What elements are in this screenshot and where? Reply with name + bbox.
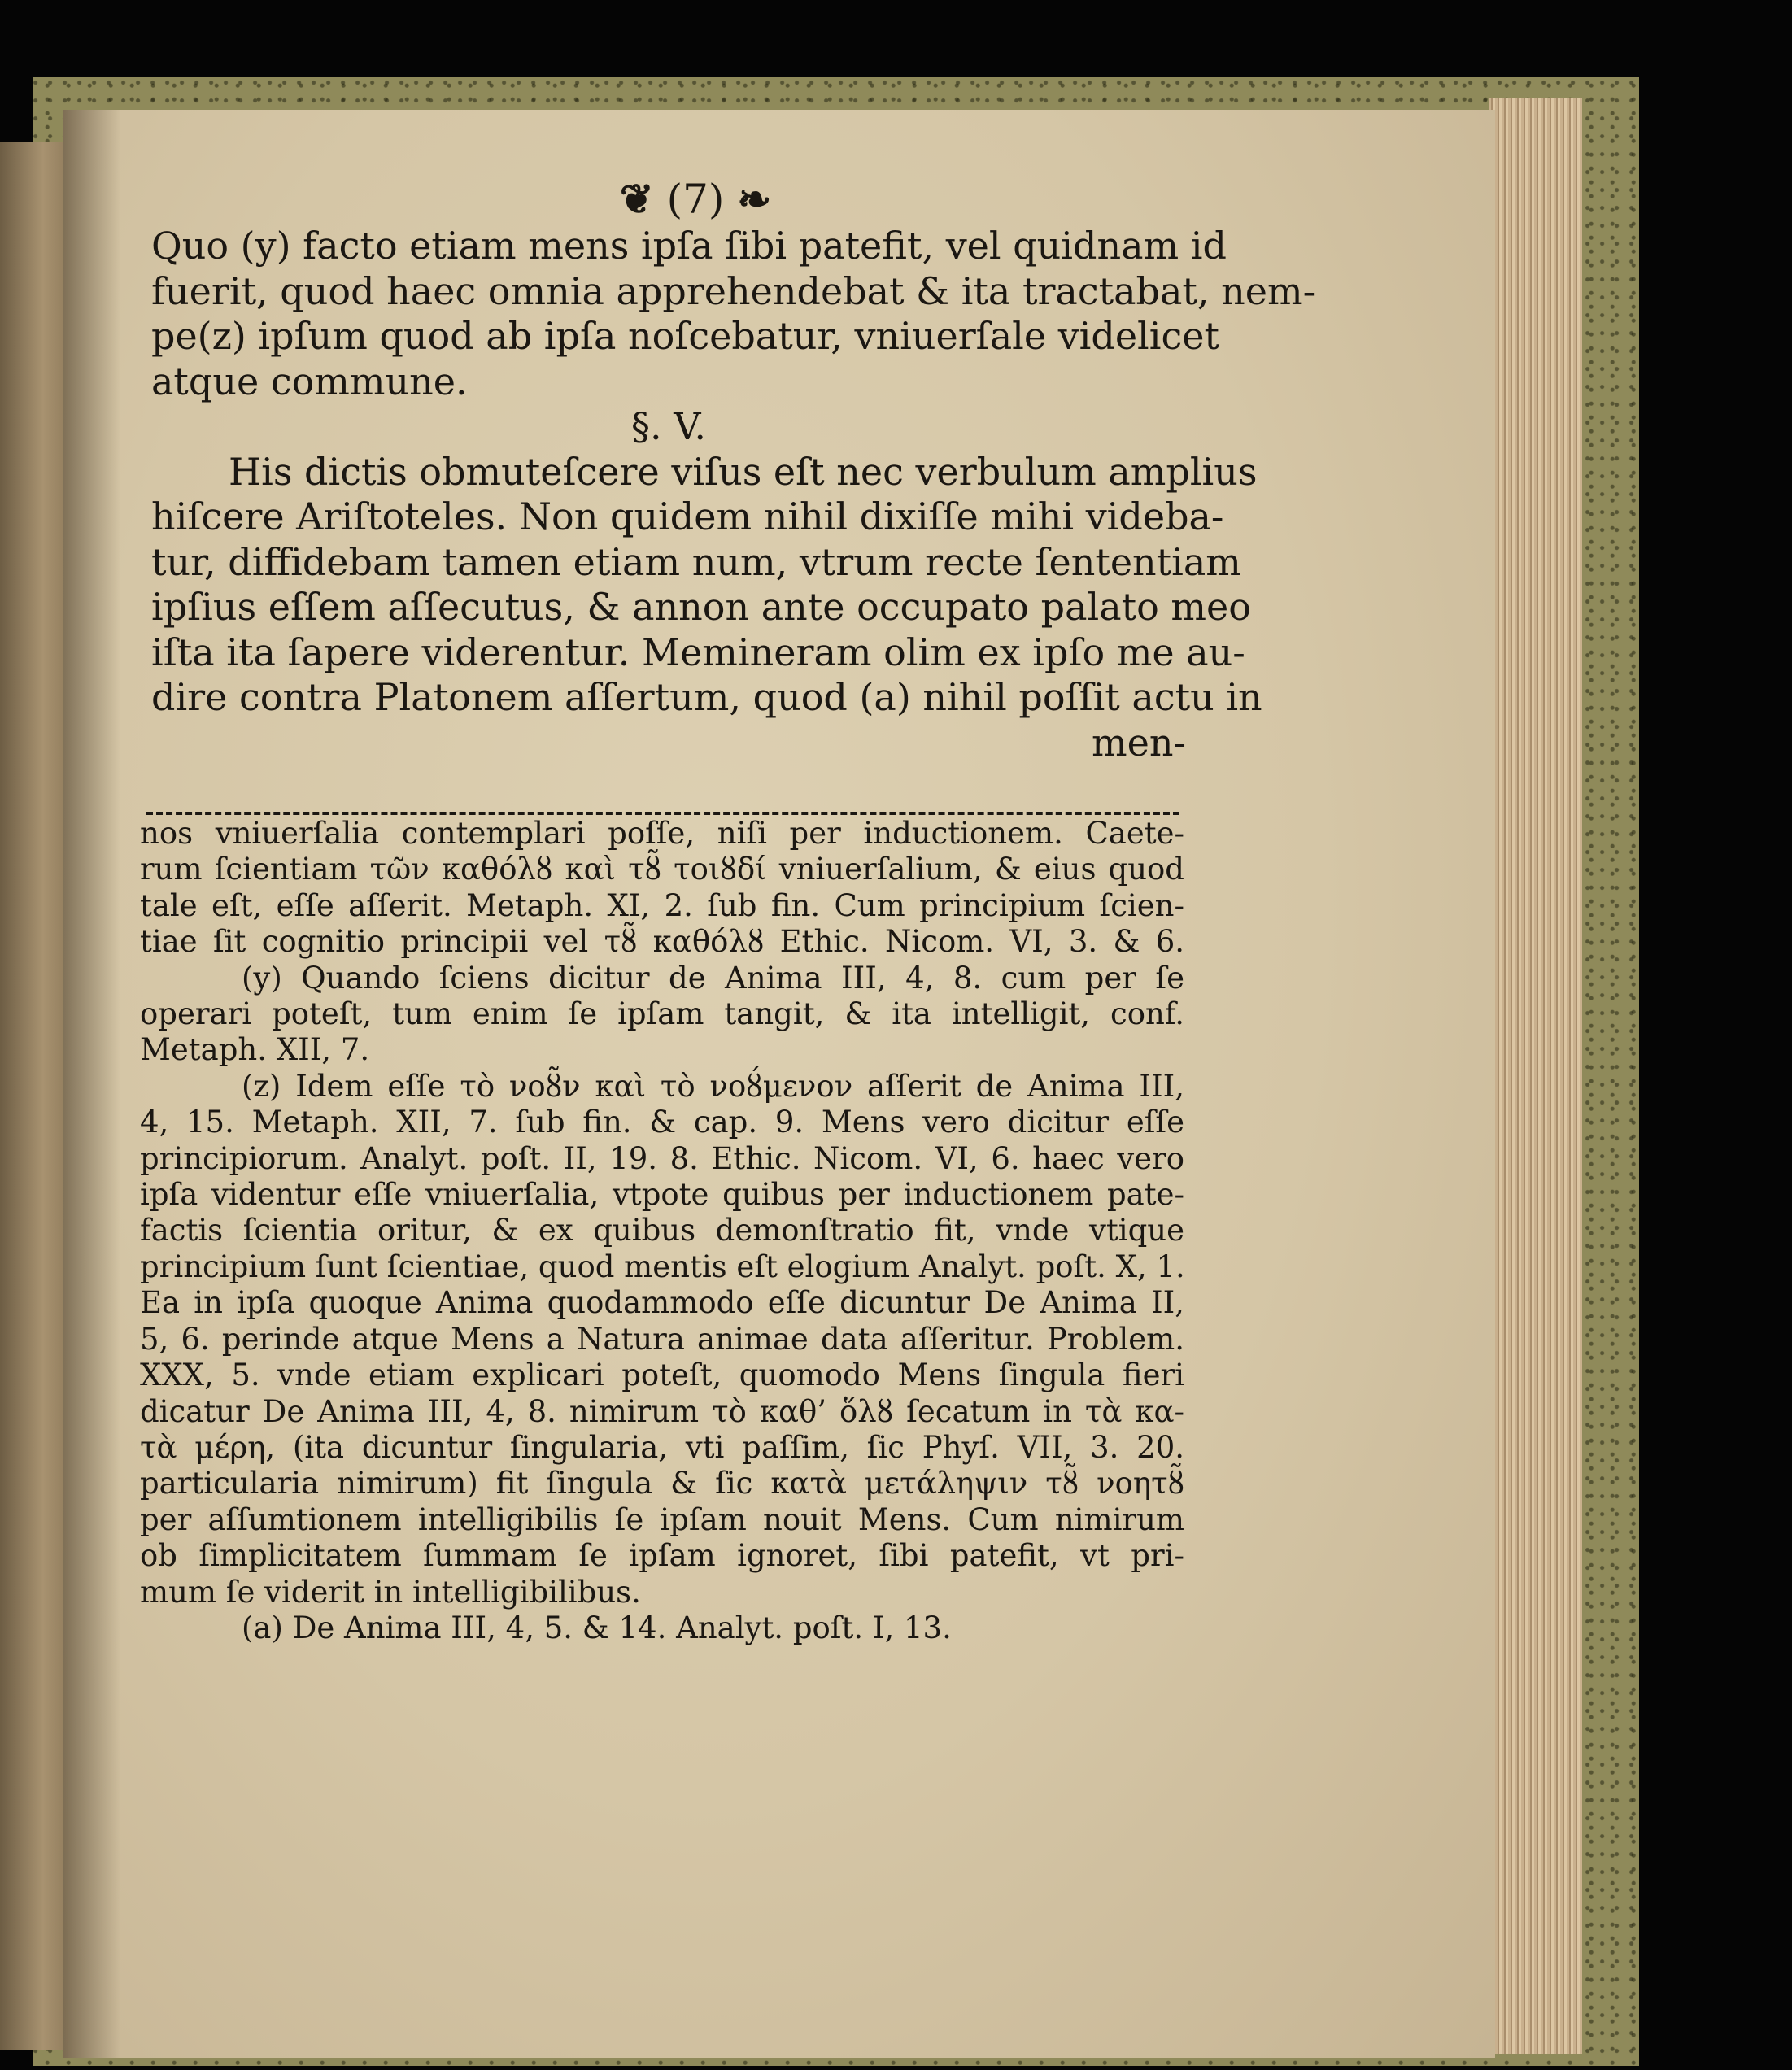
footnote-z-line: Ea in ipſa quoque Anima quodammodo eſſe dicuntur De Anima II, [140, 1285, 1184, 1321]
footnote-z-line: principiorum. Analyt. poſt. II, 19. 8. Ethic. Nicom. VI, 6. haec vero [140, 1140, 1184, 1176]
footnote-z-line: dicatur De Anima III, 4, 8. nimirum τὸ καθ’ ὅλȣ ſecatum in τὰ κα- [140, 1393, 1184, 1429]
page-header [569, 175, 822, 223]
ornament-right-icon: ❧ [737, 175, 772, 223]
text-line: dire contra Platonem aſſertum, quod (a) nihil poſſit actu in [151, 675, 1262, 719]
text-line: tur, diffidebam tamen etiam num, vtrum recte ſententiam [151, 539, 1241, 584]
footnote-z-line: XXX, 5. vnde etiam explicari poteſt, quomodo Mens ſingula fieri [140, 1357, 1184, 1393]
footnote-z-line: 4, 15. Metaph. XII, 7. ſub fin. & cap. 9. Mens vero dicitur eſſe [140, 1105, 1184, 1140]
footnote-y-line: operari poteſt, tum enim ſe ipſam tangit, & ita intelligit, conf. [140, 996, 1184, 1032]
footnote-line: nos vniuerſalia contemplari poſſe, niſi per inductionem. Caete- [140, 816, 1184, 851]
footnotes-block [140, 816, 1184, 1646]
footnote-z-line: ob ſimplicitatem ſummam ſe ipſam ignoret, ſibi patefit, vt pri- [140, 1538, 1184, 1574]
footnote-z-line: (z) Idem eſſe τὸ νοȣ̃ν καὶ τὸ νοȣ́μενον aſſerit de Anima III, [242, 1068, 1184, 1104]
left-page-edge [0, 142, 72, 2050]
text-line: hiſcere Ariſtoteles. Non quidem nihil dixiſſe mihi videba- [151, 495, 1224, 538]
footnote-z-line: per aſſumtionem intelligibilis ſe ipſam nouit Mens. Cum nimirum [140, 1501, 1184, 1537]
footnote-z-line: principium ſunt ſcientiae, quod mentis eſt elogium Analyt. poſt. X, 1. [140, 1249, 1185, 1284]
footnote-line: tiae ſit cognitio principii vel τȣ̃ καθόλȣ Ethic. Nicom. VI, 3. & 6. [140, 924, 1184, 960]
text-line: pe(z) ipſum quod ab ipſa noſcebatur, vniuerſale videlicet [151, 314, 1219, 358]
text-line: fuerit, quod haec omnia apprehendebat & ita tractabat, nem- [151, 268, 1316, 313]
page-block-edges [1489, 98, 1582, 2054]
text-line: His dictis obmuteſcere viſus eſt nec verbulum amplius [229, 449, 1258, 494]
footnote-y-line: Metaph. XII, 7. [140, 1032, 370, 1068]
footnote-z-line: ipſa videntur eſſe vniuerſalia, vtpote quibus per inductionem pate- [140, 1177, 1184, 1213]
page-number: (7) [666, 176, 725, 223]
footnote-y-line: (y) Quando ſciens dicitur de Anima III, 4, 8. cum per ſe [242, 960, 1184, 996]
footnote-divider [146, 812, 1179, 815]
text-line: ipſius eſſem aſſecutus, & annon ante occupato palato meo [151, 585, 1251, 629]
footnote-z-line: 5, 6. perinde atque Mens a Natura animae data aſſeritur. Problem. [140, 1321, 1184, 1357]
footnote-z-line: mum ſe viderit in intelligibilibus. [140, 1574, 641, 1610]
text-line: iſta ita ſapere viderentur. Memineram olim ex ipſo me au- [151, 630, 1245, 674]
footnote-z-line: factis ſcientia oritur, & ex quibus demonſtratio fit, vnde vtique [140, 1213, 1184, 1249]
page-gutter-shadow [63, 110, 120, 2058]
section-heading: §. V. [630, 404, 707, 448]
main-text-block [151, 224, 1316, 765]
text-line: atque commune. [151, 359, 468, 403]
footnote-z-line: particularia nimirum) fit ſingula & ſic κατὰ μετάληψιν τȣ̃ νοητȣ̃ [140, 1466, 1184, 1501]
footnote-line: tale eſt, eſſe aſſerit. Metaph. XI, 2. ſub fin. Cum principium ſcien- [140, 887, 1184, 923]
ornament-left-icon: ❦ [619, 175, 654, 223]
catchword: men- [1091, 720, 1186, 765]
footnote-a-line: (a) De Anima III, 4, 5. & 14. Analyt. poſt. I, 13. [242, 1610, 952, 1645]
text-line: Quo (y) facto etiam mens ipſa ſibi patefit, vel quidnam id [151, 224, 1227, 268]
footnote-line: rum ſcientiam τῶν καθόλȣ καὶ τȣ̃ τοιȣδί vniuerſalium, & eius quod [140, 852, 1184, 887]
footnote-z-line: τὰ μέρη, (ita dicuntur ſingularia, vti paſſim, ſic Phyſ. VII, 3. 20. [140, 1429, 1184, 1465]
